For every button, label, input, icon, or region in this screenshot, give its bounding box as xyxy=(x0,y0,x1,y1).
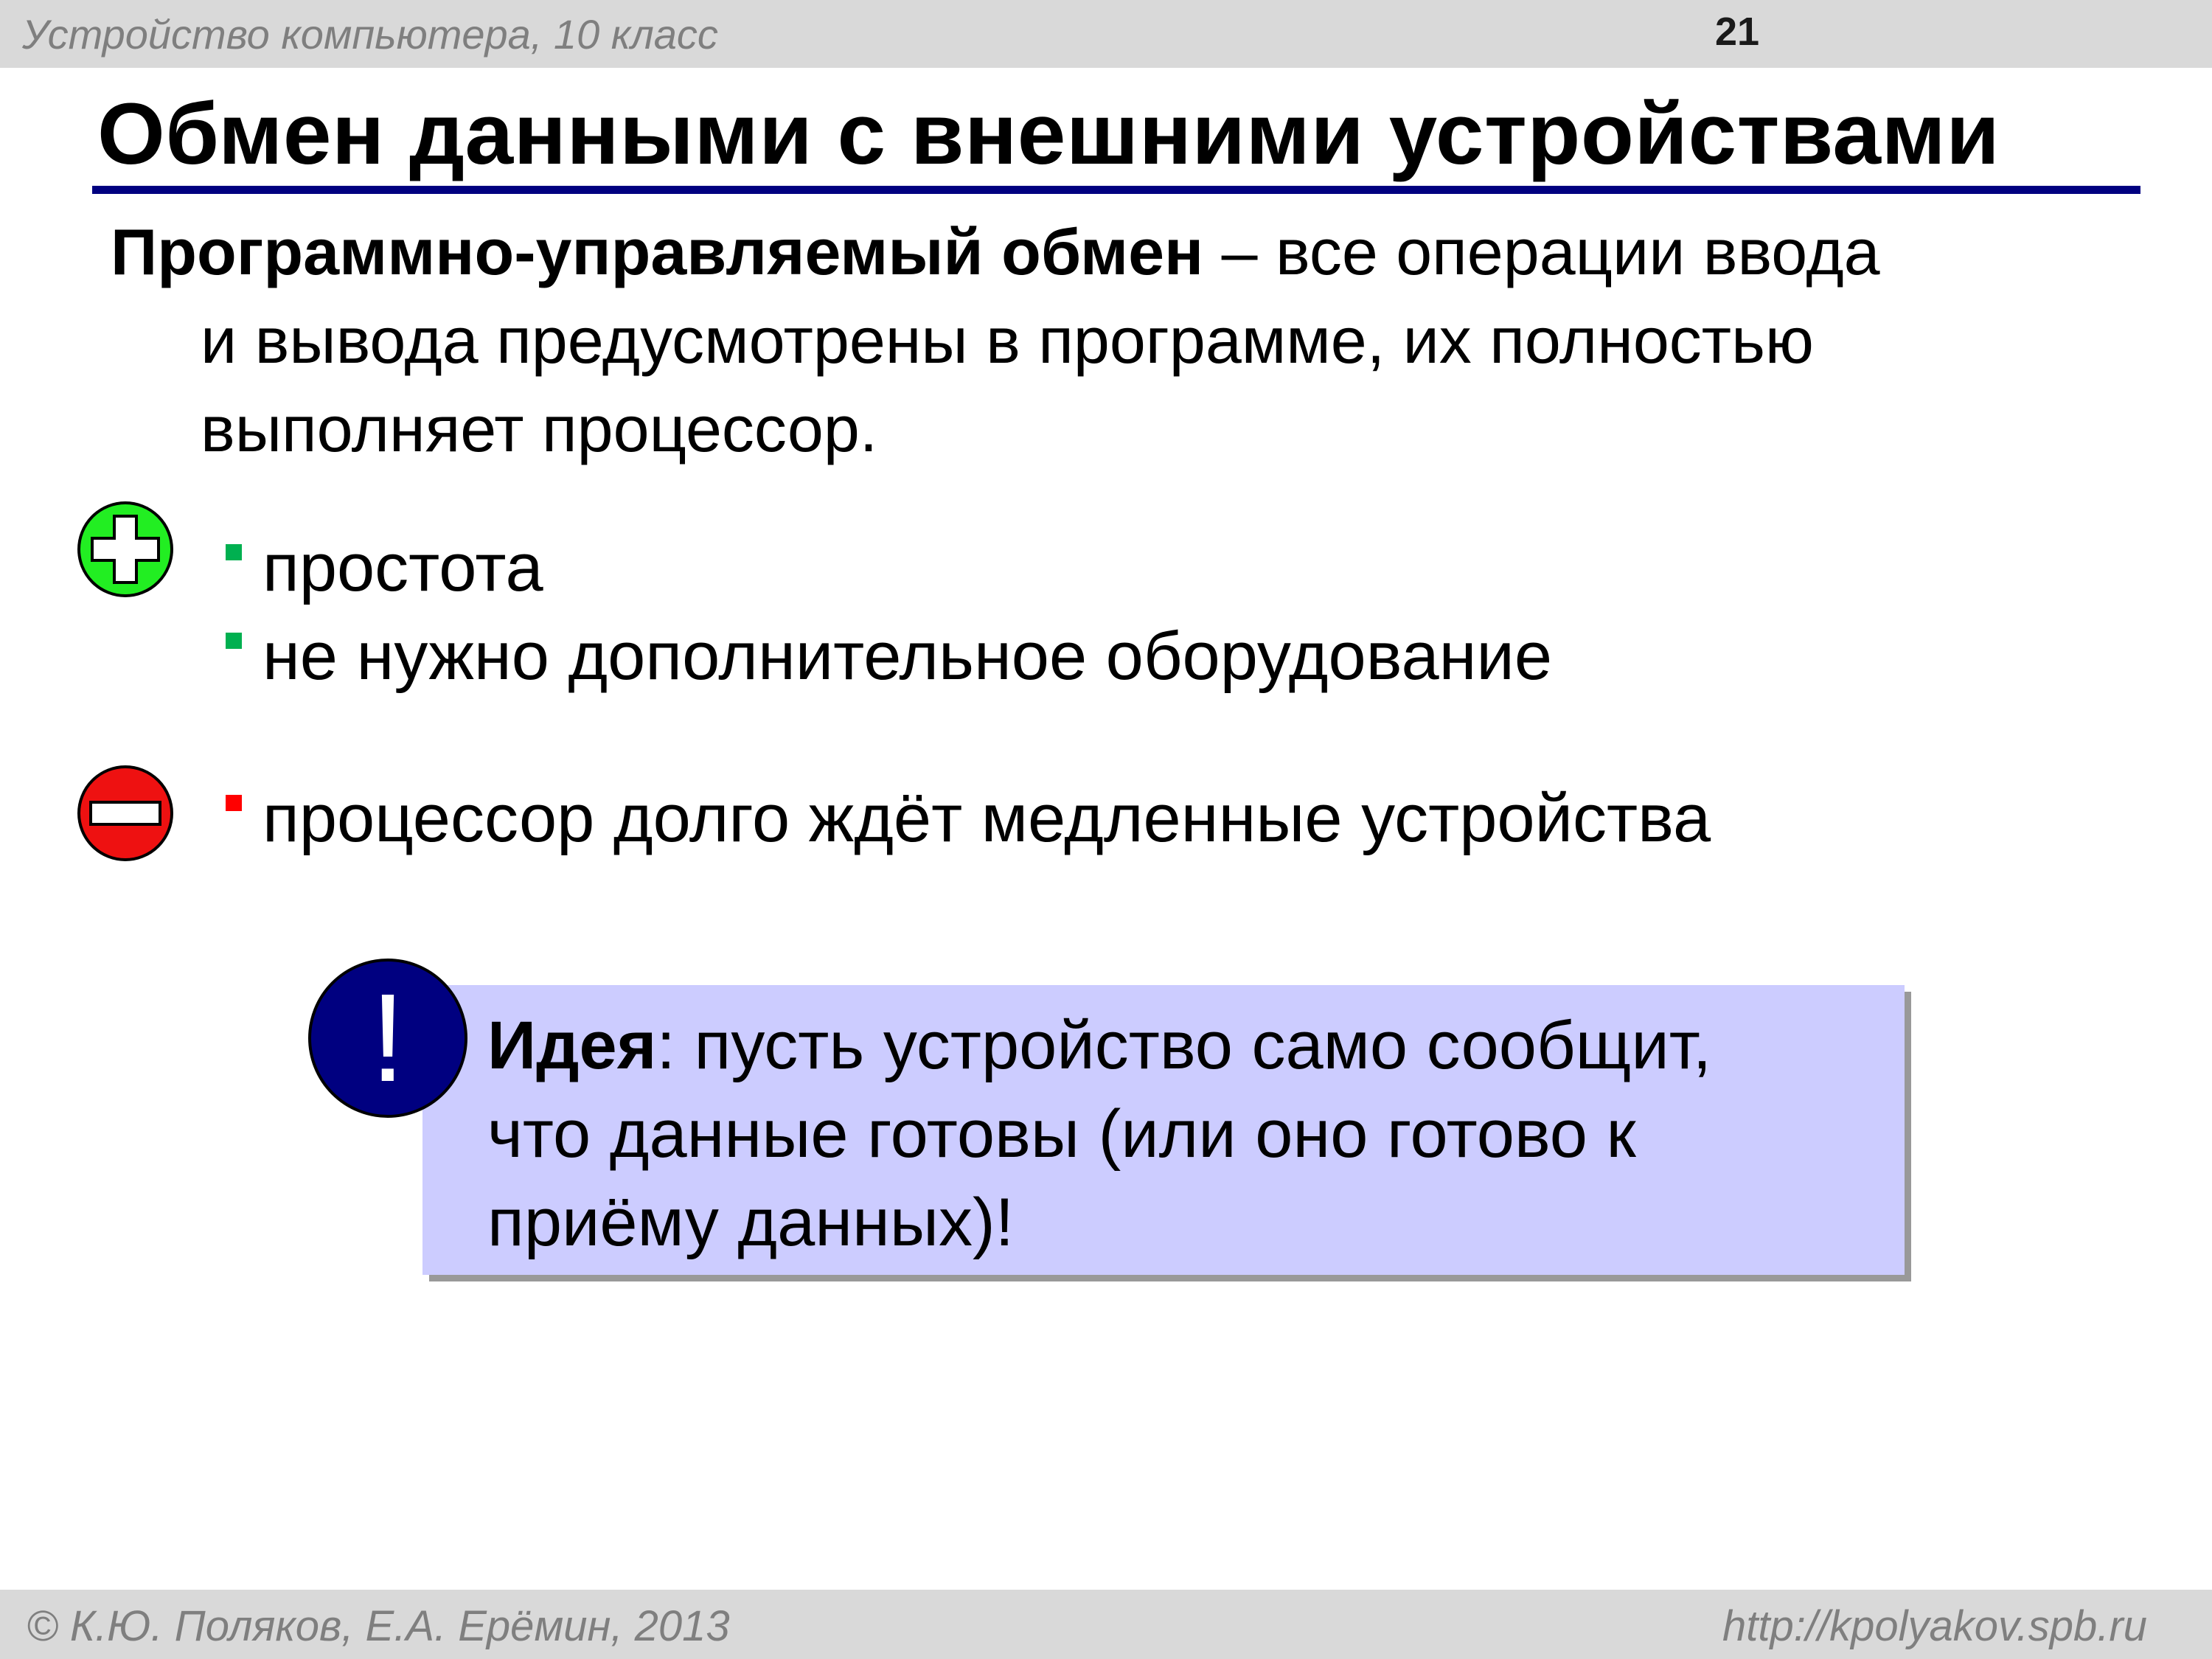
slide-number: 21 xyxy=(1715,10,1760,54)
idea-line-1 xyxy=(487,1001,1888,1090)
definition-text: – все операции ввода xyxy=(1203,215,1880,288)
pros-item-text: не нужно дополнительное оборудование xyxy=(262,619,1552,694)
bullet-square-icon xyxy=(226,633,242,649)
cons-item-text: процессор долго ждёт медленные устройства xyxy=(262,781,1711,856)
slide-title: Обмен данными с внешними устройствами xyxy=(97,86,2000,183)
idea-term: Идея xyxy=(487,1008,657,1083)
site-url-link[interactable]: http://kpolyakov.spb.ru xyxy=(1722,1602,2147,1650)
pros-item-text: простота xyxy=(262,530,543,605)
definition-line-2: и вывода предусмотрены в программе, их полностью xyxy=(201,304,1814,377)
idea-line-3: приёму данных)! xyxy=(487,1185,1015,1260)
definition-term: Программно-управляемый обмен xyxy=(111,215,1204,288)
exclamation-icon: ! xyxy=(308,959,467,1118)
idea-line-2: что данные готовы (или оно готово к xyxy=(487,1096,1636,1172)
minus-icon xyxy=(77,765,173,861)
definition-line-3: выполняет процессор. xyxy=(201,392,878,465)
course-title: Устройство компьютера, 10 класс xyxy=(22,11,718,58)
definition-paragraph xyxy=(111,208,2146,473)
copyright-text: © К.Ю. Поляков, Е.А. Ерёмин, 2013 xyxy=(27,1602,730,1650)
pros-list xyxy=(221,524,1552,700)
definition-line-1 xyxy=(111,208,2146,296)
idea-callout xyxy=(422,985,1905,1275)
list-item xyxy=(221,774,1711,863)
title-underline xyxy=(92,186,2140,194)
cons-list xyxy=(221,774,1711,863)
bullet-square-icon xyxy=(226,544,242,560)
idea-text xyxy=(487,1001,1888,1267)
list-item xyxy=(221,524,1552,612)
list-item xyxy=(221,612,1552,700)
bullet-square-icon xyxy=(226,795,242,811)
plus-icon xyxy=(77,501,173,597)
idea-text-rest: : пусть устройство само сообщит, xyxy=(656,1008,1712,1083)
